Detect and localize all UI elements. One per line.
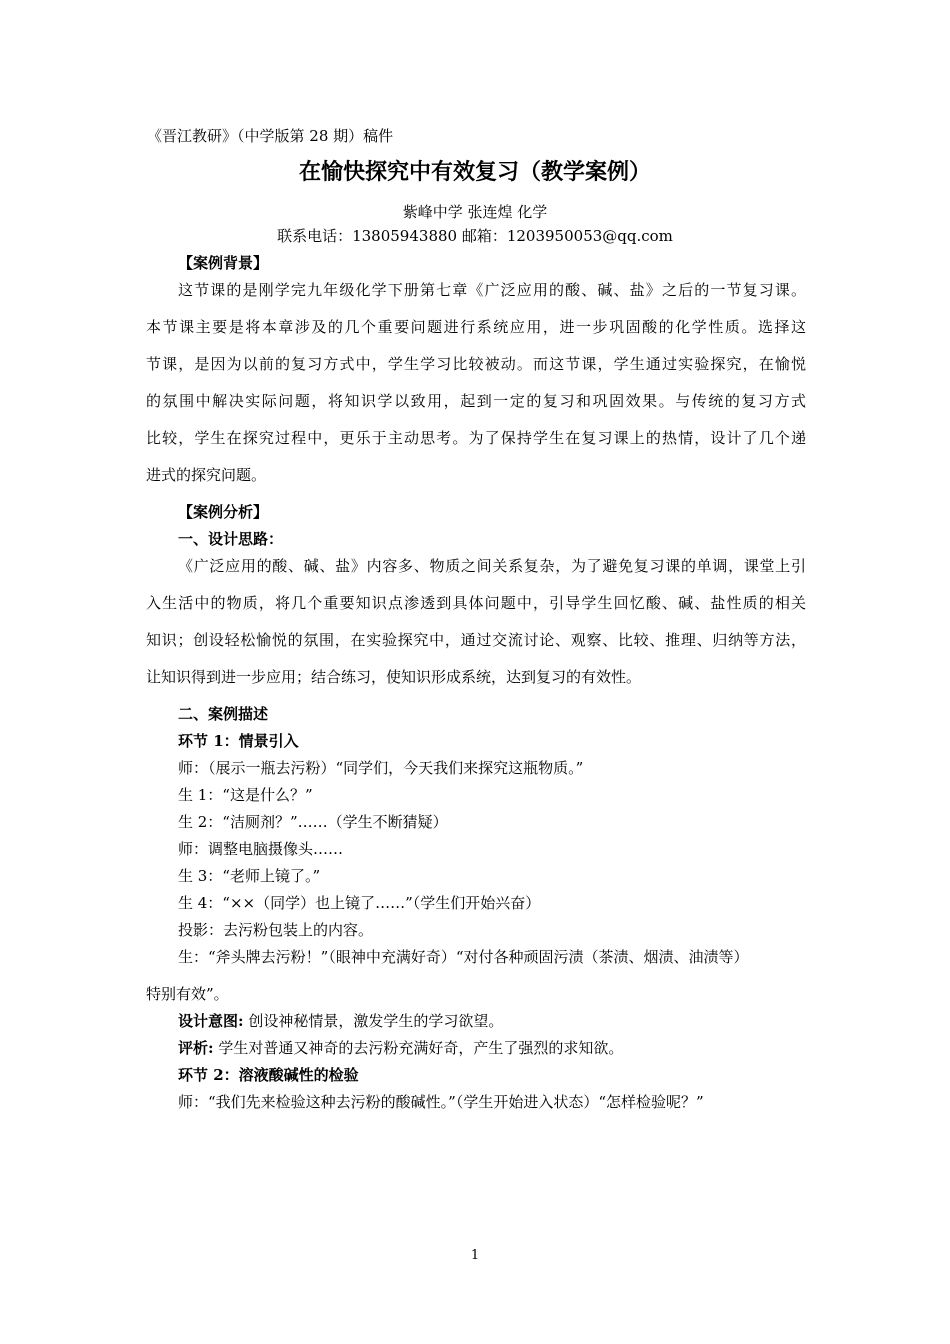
paragraph-line: 节课，是因为以前的复习方式中，学生学习比较被动。而这节课，学生通过实验探究，在愉悦 xyxy=(146,355,806,373)
comment-label: 评析: xyxy=(178,1039,214,1057)
paragraph-line: 知识；创设轻松愉悦的氛围，在实验探究中，通过交流讨论、观察、比较、推理、归纳等方法， xyxy=(146,631,806,649)
document-title: 在愉快探究中有效复习（教学案例） xyxy=(298,160,651,185)
dialogue-line: 生 1：“这是什么？” xyxy=(178,786,313,804)
paragraph-line: 比较，学生在探究过程中，更乐于主动思考。为了保持学生在复习课上的热情，设计了几个递 xyxy=(146,429,806,447)
dialogue-line: 师：“我们先来检验这种去污粉的酸碱性。”（学生开始进入状态）“怎样检验呢？” xyxy=(178,1093,704,1111)
dialogue-line: 投影：去污粉包装上的内容。 xyxy=(178,921,374,939)
dialogue-line: 生：“斧头牌去污粉！”（眼神中充满好奇）“对付各种顽固污渍（茶渍、烟渍、油渍等） xyxy=(178,948,749,966)
step1-heading: 环节 1：情景引入 xyxy=(178,732,299,750)
publication-header: 《晋江教研》（中学版第 28 期）稿件 xyxy=(147,127,394,145)
comment xyxy=(146,1035,806,1062)
dialogue-line: 师：（展示一瓶去污粉）“同学们，今天我们来探究这瓶物质。” xyxy=(178,759,584,777)
comment-text: 学生对普通又神奇的去污粉充满好奇，产生了强烈的求知欲。 xyxy=(213,1039,624,1057)
contact-line: 联系电话：13805943880 邮箱：1203950053@qq.com xyxy=(277,227,673,245)
subheading-case: 二、案例描述 xyxy=(178,705,269,723)
dialogue-line: 特别有效”。 xyxy=(146,985,229,1003)
paragraph-line: 的氛围中解决实际问题，将知识学以致用，起到一定的复习和巩固效果。与传统的复习方式 xyxy=(146,392,806,410)
design-intent-text: 创设神秘情景，激发学生的学习欲望。 xyxy=(243,1012,504,1030)
dialogue-line: 师：调整电脑摄像头…… xyxy=(178,840,344,858)
design-intent-label: 设计意图: xyxy=(178,1012,244,1030)
subheading-design: 一、设计思路： xyxy=(178,530,284,548)
paragraph-line: 让知识得到进一步应用；结合练习，使知识形成系统，达到复习的有效性。 xyxy=(146,668,642,686)
page-number: 1 xyxy=(470,1248,480,1263)
dialogue-line: 生 4：“××（同学）也上镜了……”（学生们开始兴奋） xyxy=(178,894,541,912)
paragraph-line: 《广泛应用的酸、碱、盐》内容多、物质之间关系复杂，为了避免复习课的单调，课堂上引 xyxy=(178,557,806,575)
dialogue-line: 生 2：“洁厕剂？”……（学生不断猜疑） xyxy=(178,813,448,831)
dialogue-line: 生 3：“老师上镜了。” xyxy=(178,867,321,885)
paragraph-line: 这节课的是刚学完九年级化学下册第七章《广泛应用的酸、碱、盐》之后的一节复习课。 xyxy=(178,281,806,299)
author-line: 紫峰中学 张连煌 化学 xyxy=(402,203,548,221)
section-heading-background: 【案例背景】 xyxy=(178,254,269,272)
paragraph-line: 本节课主要是将本章涉及的几个重要问题进行系统应用，进一步巩固酸的化学性质。选择这 xyxy=(146,318,806,336)
step2-heading: 环节 2：溶液酸碱性的检验 xyxy=(178,1066,359,1084)
paragraph-line: 进式的探究问题。 xyxy=(146,466,267,484)
section-heading-analysis: 【案例分析】 xyxy=(178,503,269,521)
design-intent xyxy=(146,1008,806,1035)
document-body xyxy=(146,250,806,1116)
paragraph-line: 入生活中的物质，将几个重要知识点渗透到具体问题中，引导学生回忆酸、碱、盐性质的相关 xyxy=(146,594,806,612)
